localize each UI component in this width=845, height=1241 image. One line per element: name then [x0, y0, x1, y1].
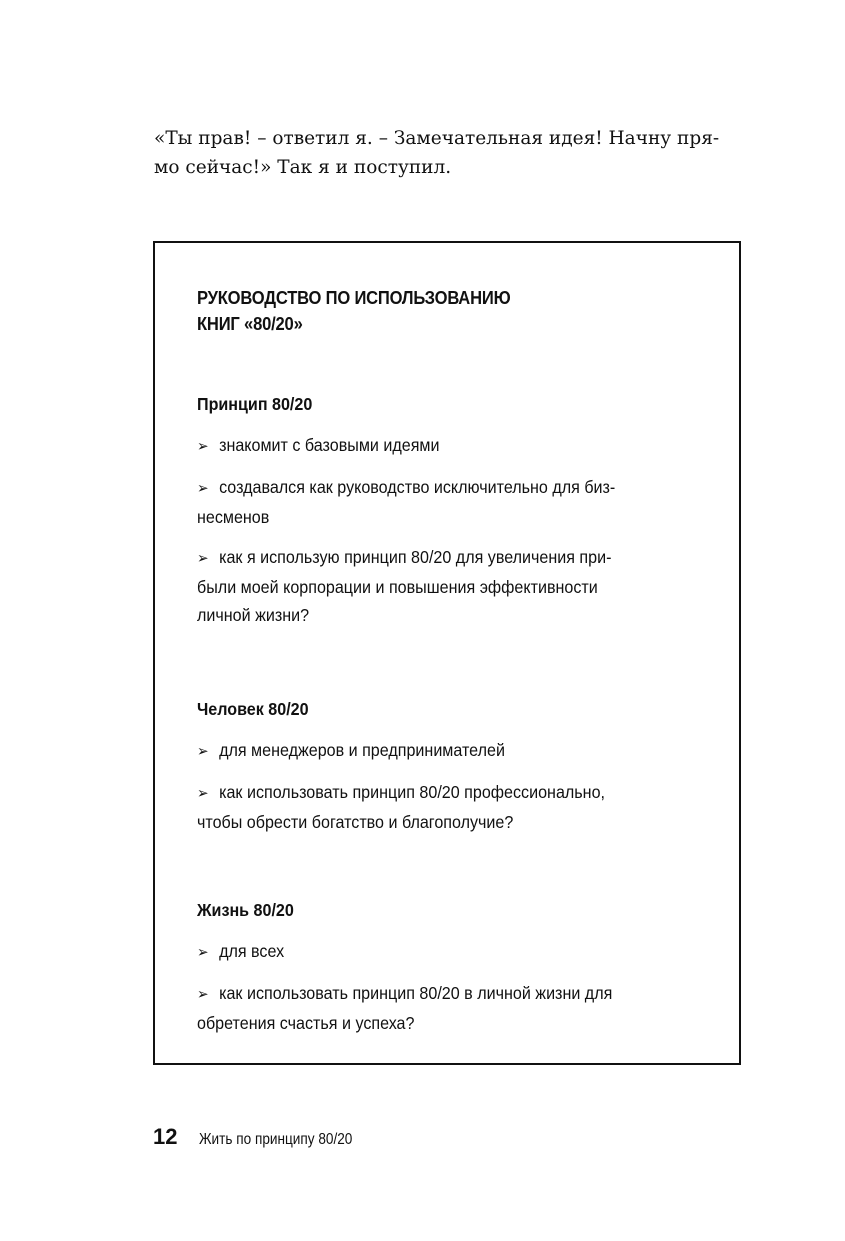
- page-footer: [153, 1124, 380, 1150]
- guide-box: [153, 241, 741, 1065]
- guide-title-line: РУКОВОДСТВО ПО ИСПОЛЬЗОВАНИЮ: [197, 288, 511, 308]
- list-item: ➢ для всех: [197, 937, 703, 967]
- list-item: ➢ как использовать принцип 80/20 профессионально, чтобы обрести богатство и благополучие?: [197, 782, 606, 832]
- section-title: Принцип 80/20: [197, 394, 313, 414]
- list-item: ➢ знакомит с базовыми идеями: [197, 431, 703, 461]
- section-principle: [197, 393, 703, 629]
- list-item: ➢ создавался как руководство исключительно для биз- несменов: [197, 477, 616, 527]
- arrowhead-icon: ➢: [197, 986, 209, 1003]
- list-item: ➢ как я использую принцип 80/20 для увеличения при- были моей корпорации и повышения эффективности личной жизни?: [197, 547, 612, 625]
- intro-line: «Ты прав! – ответил я. – Замечательная идея! Начну пря-: [154, 128, 720, 149]
- arrowhead-icon: ➢: [197, 785, 209, 802]
- arrowhead-icon: ➢: [197, 438, 209, 455]
- section-title: Жизнь 80/20: [197, 900, 294, 920]
- running-title: Жить по принципу 80/20: [199, 1131, 353, 1148]
- intro-line: мо сейчас!» Так я и поступил.: [154, 157, 452, 178]
- guide-title-line: КНИГ «80/20»: [197, 314, 303, 334]
- intro-paragraph: [154, 124, 746, 182]
- page-number: 12: [153, 1124, 178, 1149]
- arrowhead-icon: ➢: [197, 480, 209, 497]
- arrowhead-icon: ➢: [197, 944, 209, 961]
- arrowhead-icon: ➢: [197, 550, 209, 567]
- section-life: [197, 899, 703, 1037]
- list-item: ➢ как использовать принцип 80/20 в личной жизни для обретения счастья и успеха?: [197, 983, 613, 1033]
- list-item: ➢ для менеджеров и предпринимателей: [197, 736, 703, 766]
- section-person: [197, 698, 703, 836]
- section-title: Человек 80/20: [197, 699, 309, 719]
- arrowhead-icon: ➢: [197, 743, 209, 760]
- guide-title: [197, 285, 510, 337]
